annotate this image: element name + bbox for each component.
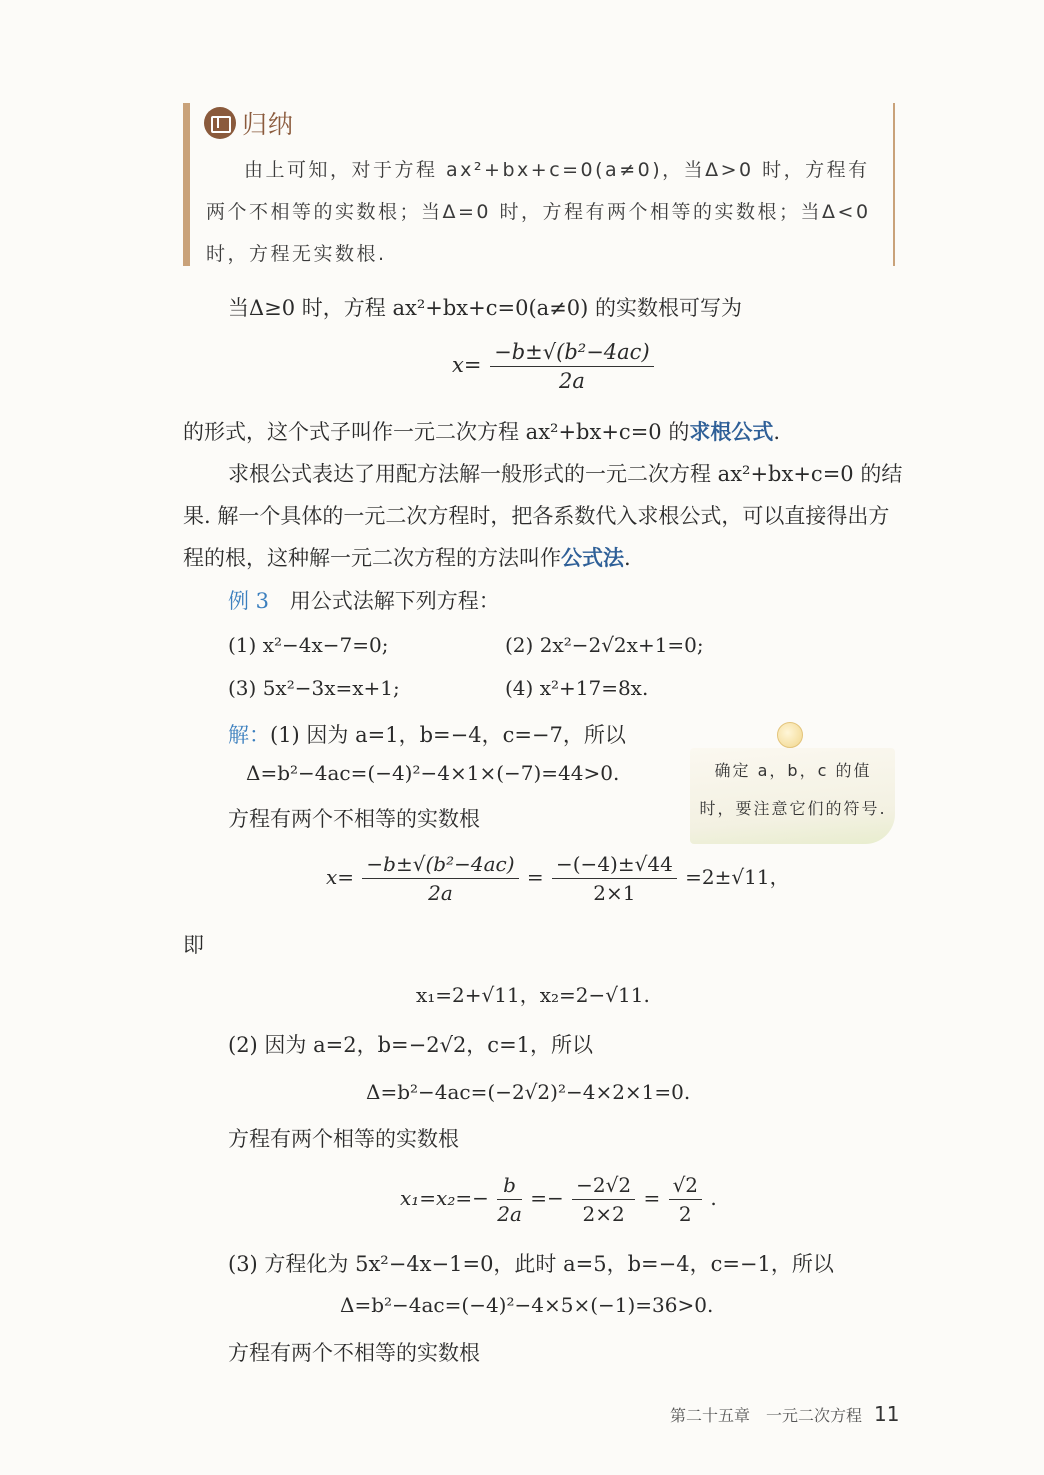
fraction-denominator: 2×1 (593, 881, 636, 905)
example-prompt: 用公式法解下列方程： (289, 589, 500, 613)
roots-lhs: x₁=x₂=− (400, 1186, 489, 1210)
note-bulb-icon (777, 722, 803, 748)
period: . (710, 1186, 717, 1210)
equals-sign: = (526, 865, 544, 889)
page-footer (670, 1402, 899, 1426)
root-formula (452, 340, 656, 393)
problem-1: (1) x²−4x−7=0; (228, 633, 389, 657)
solution-3-intro: (3) 方程化为 5x²−4x−1=0，此时 a=5，b=−4，c=−1，所以 (228, 1252, 834, 1276)
fraction-denominator: 2a (497, 1202, 522, 1226)
body-line-5 (183, 542, 631, 572)
solution-1-roots: x₁=2+√11，x₂=2−√11. (416, 983, 650, 1007)
margin-note-text: 确定 a，b，c 的值时，要注意它们的符号. (699, 761, 887, 818)
fraction-denominator: 2a (428, 881, 453, 905)
fraction-denominator: 2 (678, 1202, 692, 1226)
fraction-substituted (572, 1173, 635, 1226)
solution-1-intro: (1) 因为 a=1，b=−4，c=−7，所以 (270, 723, 626, 747)
fraction-numerator: b (497, 1173, 522, 1200)
fraction-numerator: −2√2 (572, 1173, 635, 1200)
body-line-5-text: 程的根，这种解一元二次方程的方法叫作 (183, 546, 561, 570)
term-formula-method: 公式法 (561, 545, 624, 570)
formula-denominator: 2a (558, 369, 585, 393)
ji-word: 即 (183, 933, 204, 957)
solution-2-text: 方程有两个相等的实数根 (228, 1127, 459, 1151)
fraction-general (362, 852, 518, 905)
summary-header (204, 105, 294, 141)
solution-3-delta: Δ=b²−4ac=(−4)²−4×5×(−1)=36>0. (340, 1293, 714, 1317)
summary-paragraph: 由上可知，对于方程 ax²+bx+c=0(a≠0)，当Δ>0 时，方程有两个不相等的实数根；当Δ=0 时，方程有两个相等的实数根；当Δ<0 时，方程无实数根. (206, 159, 871, 265)
term-root-formula: 求根公式 (689, 419, 774, 444)
fraction-numerator: −b±√(b²−4ac) (362, 852, 518, 879)
fraction-numerator: −(−4)±√44 (552, 852, 677, 879)
equals-sign: = (643, 1186, 661, 1210)
chapter-title: 第二十五章 一元二次方程 (670, 1406, 863, 1425)
summary-title: 归纳 (242, 110, 295, 139)
solution-label: 解： (228, 723, 270, 747)
equals-minus: =− (530, 1186, 564, 1210)
x-lhs: x= (326, 865, 355, 889)
solution-2-intro: (2) 因为 a=2，b=−2√2，c=1，所以 (228, 1033, 594, 1057)
fraction-substituted (552, 852, 677, 905)
summary-text (206, 149, 886, 275)
fraction-denominator: 2×2 (582, 1202, 625, 1226)
example-heading (228, 585, 500, 615)
result: =2±√11， (685, 865, 790, 889)
fraction-b-over-2a (497, 1173, 522, 1226)
body-line-2 (183, 416, 780, 446)
solution-line-1 (228, 719, 626, 749)
formula-fraction (490, 340, 654, 393)
summary-box (183, 103, 895, 266)
solution-2-formula (400, 1173, 717, 1226)
body-line-3: 求根公式表达了用配方法解一般形式的一元二次方程 ax²+bx+c=0 的结 (228, 462, 903, 486)
problem-2: (2) 2x²−2√2x+1=0; (505, 633, 704, 657)
problem-3: (3) 5x²−3x=x+1; (228, 676, 400, 700)
problem-4: (4) x²+17=8x. (505, 676, 649, 700)
example-label: 例 3 (228, 589, 270, 613)
solution-1-formula (326, 852, 790, 905)
book-icon (204, 107, 236, 139)
solution-1-delta: Δ=b²−4ac=(−4)²−4×1×(−7)=44>0. (246, 761, 620, 785)
page-number: 11 (874, 1402, 900, 1426)
formula-numerator: −b±√(b²−4ac) (490, 340, 654, 367)
solution-2-delta: Δ=b²−4ac=(−2√2)²−4×2×1=0. (366, 1080, 691, 1104)
body-line-1: 当Δ≥0 时，方程 ax²+bx+c=0(a≠0) 的实数根可写为 (228, 296, 742, 320)
fraction-numerator: √2 (669, 1173, 702, 1200)
margin-note (690, 748, 895, 844)
period: . (624, 546, 631, 570)
solution-1-text: 方程有两个不相等的实数根 (228, 807, 480, 831)
formula-lhs: x= (452, 353, 482, 377)
fraction-result (669, 1173, 702, 1226)
body-line-4: 果. 解一个具体的一元二次方程时，把各系数代入求根公式，可以直接得出方 (183, 504, 890, 528)
body-line-2-text: 的形式，这个式子叫作一元二次方程 ax²+bx+c=0 的 (183, 420, 690, 444)
solution-3-text: 方程有两个不相等的实数根 (228, 1341, 480, 1365)
period: . (773, 420, 781, 444)
